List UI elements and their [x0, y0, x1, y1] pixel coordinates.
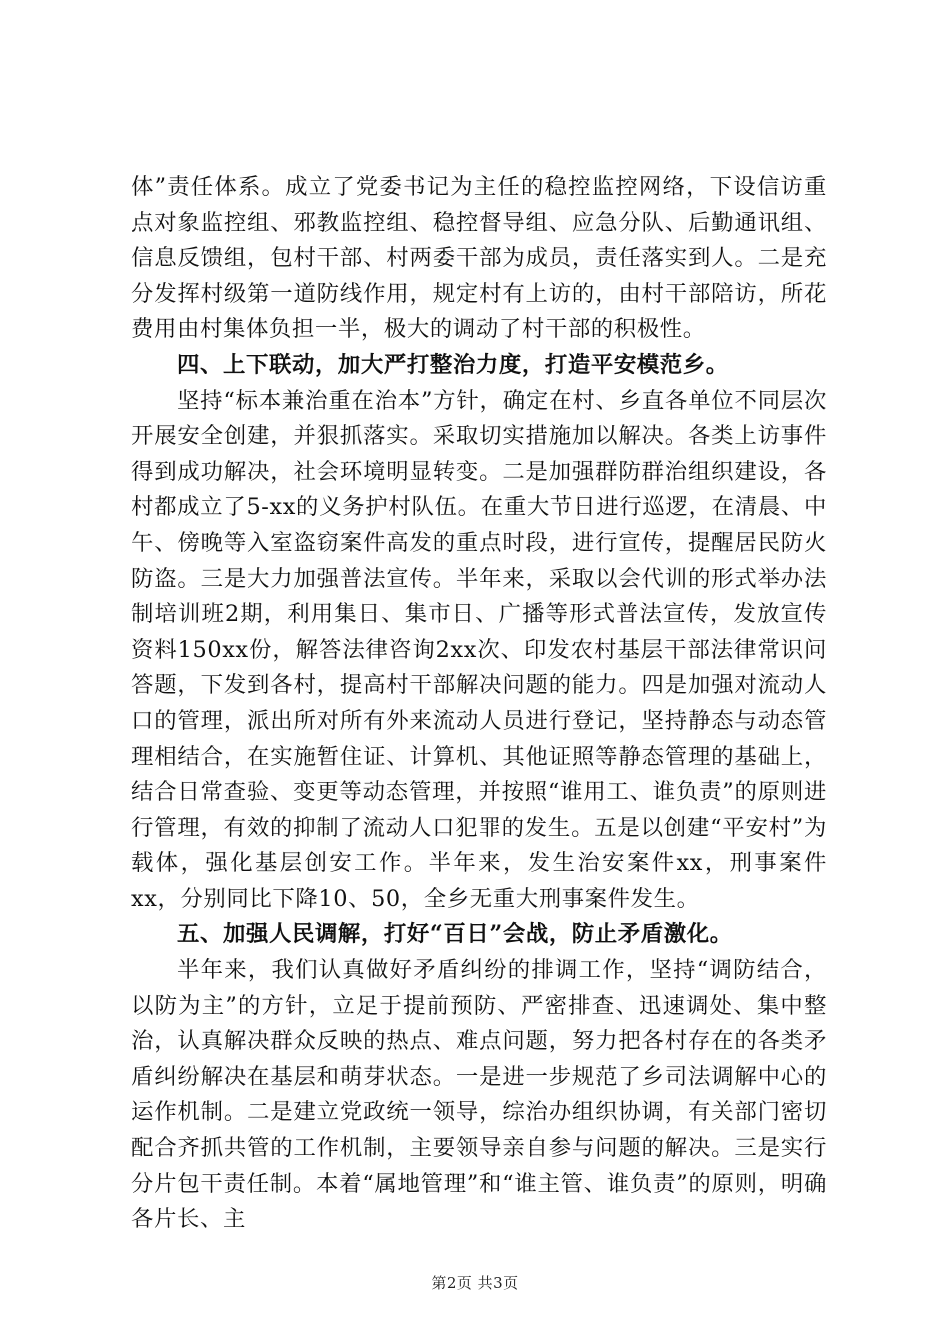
page-number-footer: 第2页 共3页 [431, 1274, 519, 1292]
section-heading-four: 四、上下联动，加大严打整治力度，打造平安模范乡。 [177, 351, 729, 378]
paragraph-continuation: 体”责任体系。成立了党委书记为主任的稳控监控网络，下设信访重点对象监控组、邪教监控组、稳控督导组、应急分队、后勤通讯组、信息反馈组，包村干部、村两委干部为成员，责任落实到人。二是充分发挥村级第一道防线作用，规定村有上访的，由村干部陪访，所花费用由村集体负担一半，极大的调动了村干部的积极性。 [131, 174, 827, 343]
paragraph-section-five: 半年来，我们认真做好矛盾纠纷的排调工作，坚持“调防结合，以防为主”的方针，立足于提前预防、严密排查、迅速调处、集中整治，认真解决群众反映的热点、难点问题，努力把各村存在的各类矛盾纠纷解决在基层和萌芽状态。一是进一步规范了乡司法调解中心的运作机制。二是建立党政统一领导，综治办组织协调，有关部门密切配合齐抓共管的工作机制，主要领导亲自参与问题的解决。三是实行分片包干责任制。本着“属地管理”和“谁主管、谁负责”的原则，明确各片长、主 [131, 957, 827, 1233]
section-heading-five: 五、加强人民调解，打好“百日”会战，防止矛盾激化。 [177, 921, 733, 948]
document-body [131, 170, 827, 1238]
paragraph-section-four: 坚持“标本兼治重在治本”方针，确定在村、乡直各单位不同层次开展安全创建，并狠抓落实。采取切实措施加以解决。各类上访事件得到成功解决，社会环境明显转变。二是加强群防群治组织建设，各村都成立了5-xx的义务护村队伍。在重大节日进行巡逻，在清晨、中午、傍晚等入室盗窃案件高发的重点时段，进行宣传，提醒居民防火防盗。三是大力加强普法宣传。半年来，采取以会代训的形式举办法制培训班2期，利用集日、集市日、广播等形式普法宣传，发放宣传资料150xx份，解答法律咨询2xx次、印发农村基层干部法律常识问答题，下发到各村，提高村干部解决问题的能力。四是加强对流动人口的管理，派出所对所有外来流动人员进行登记，坚持静态与动态管理相结合，在实施暂住证、计算机、其他证照等静态管理的基础上，结合日常查验、变更等动态管理，并按照“谁用工、谁负责”的原则进行管理，有效的抑制了流动人口犯罪的发生。五是以创建“平安村”为载体，强化基层创安工作。半年来，发生治安案件xx，刑事案件xx，分别同比下降10、50，全乡无重大刑事案件发生。 [131, 387, 827, 912]
